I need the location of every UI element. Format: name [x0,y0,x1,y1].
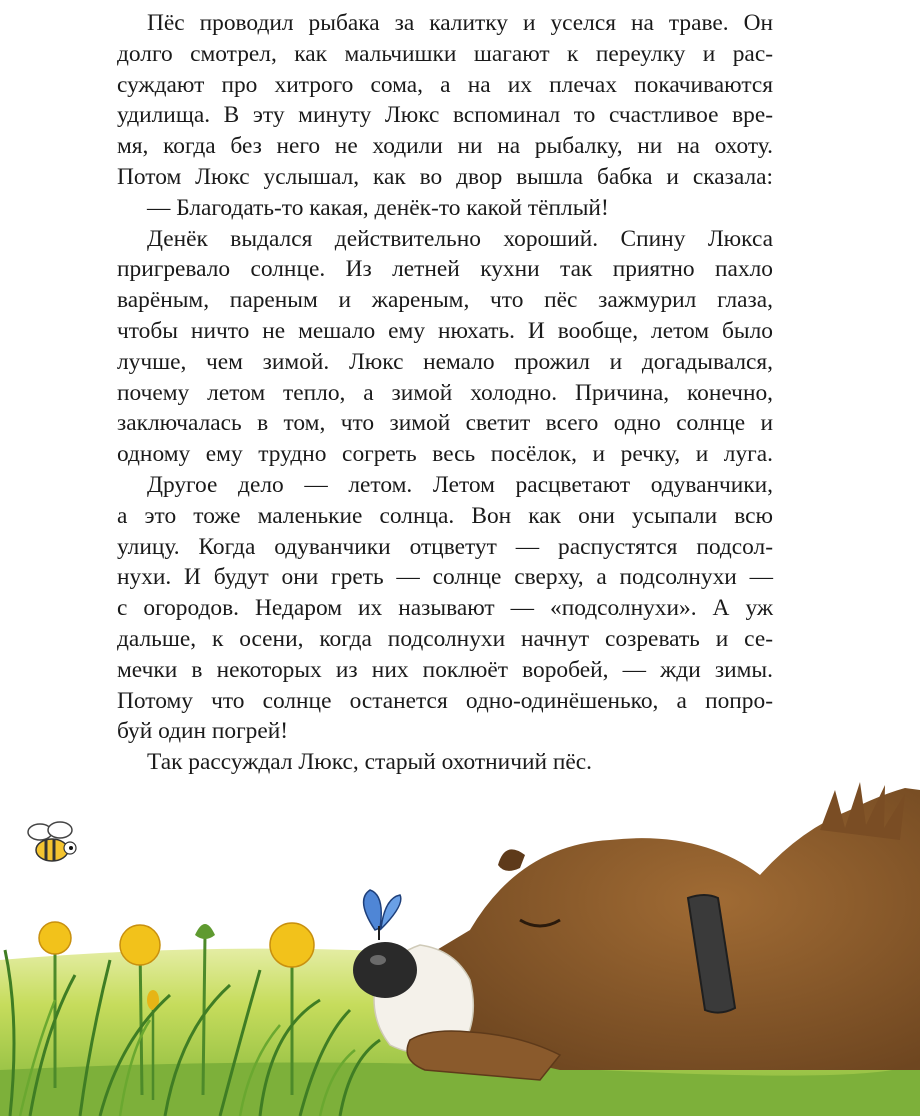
text-line: варёным, пареным и жареным, что пёс зажмурил глаза, [117,287,773,314]
text-line: — Благодать-то какая, денёк-то какой тёплый! [147,194,609,221]
story-text [117,8,773,778]
text-line: суждают про хитрого сома, а на их плечах покачиваются [117,71,773,98]
text-line: мя, когда без него не ходили ни на рыбалку, ни на охоту. [117,133,773,160]
dog-nose [353,942,417,998]
text-line: Денёк выдался действительно хороший. Спину Люкса [147,225,773,252]
butterfly [364,890,401,940]
illustration-sleeping-dog [0,770,920,1116]
text-line: Пёс проводил рыбака за калитку и уселся на траве. Он [147,10,773,36]
dog [353,782,920,1080]
text-line: улицу. Когда одуванчики отцветут — распустятся подсол- [117,533,773,560]
bee [28,822,76,861]
text-line: Так рассуждал Люкс, старый охотничий пёс. [147,749,592,776]
text-line: одному ему трудно согреть весь посёлок, и речку, и луга. [117,441,773,468]
text-line: нухи. И будут они греть — солнце сверху, а подсолнухи — [117,564,773,591]
text-line: чтобы ничто не мешало ему нюхать. И вообще, летом было [117,317,773,344]
text-line: заключалась в том, что зимой светит всего одно солнце и [117,410,773,437]
text-line: долго смотрел, как мальчишки шагают к переулку и рас- [117,40,773,67]
text-line: почему летом тепло, а зимой холодно. Причина, конечно, [117,379,773,406]
text-line: Другое дело — летом. Летом расцветают одуванчики, [147,471,773,498]
text-line: Потому что солнце останется одно-одинёшенько, а попро- [117,687,773,714]
text-line: удилища. В эту минуту Люкс вспоминал то счастливое вре- [117,102,773,129]
text-line: пригревало солнце. Из летней кухни так приятно пахло [117,256,773,283]
text-line: а это тоже маленькие солнца. Вон как они усыпали всю [117,502,773,529]
text-line: Потом Люкс услышал, как во двор вышла бабка и сказала: [117,163,773,190]
text-line: дальше, к осени, когда подсолнухи начнут созревать и се- [117,625,773,652]
text-line: с огородов. Недаром их называют — «подсолнухи». А уж [117,595,773,622]
text-line: лучше, чем зимой. Люкс немало прожил и догадывался, [117,348,773,375]
dog-ear [498,849,525,871]
text-line: мечки в некоторых из них поклюёт воробей, — жди зимы. [117,656,773,683]
text-line: буй один погрей! [117,718,289,745]
